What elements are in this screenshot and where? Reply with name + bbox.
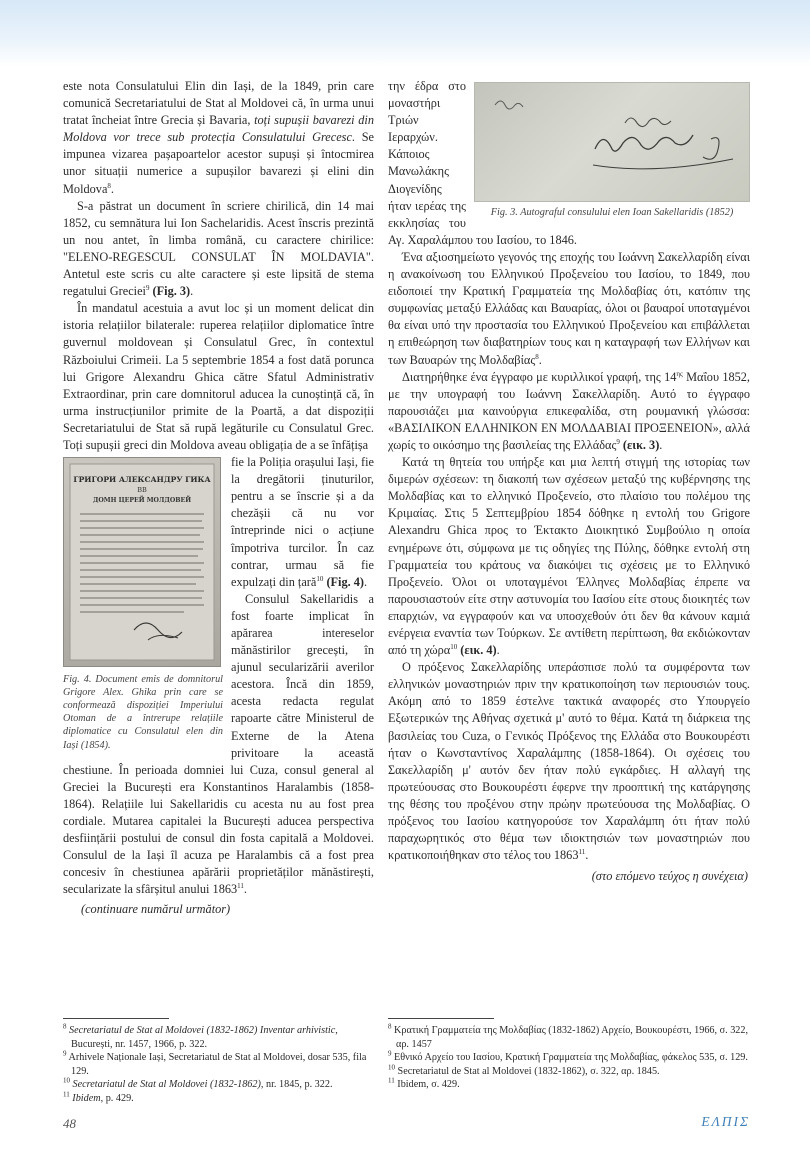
paragraph: Consulul Sakellaridis a fost foarte implicat în apărarea intereselor mănăstirilor grecești, în ajunul secularizării averilor acestora. Încă din 1859, acesta redacta regulat rapoarte către Ministerul de Externe de la Atena privitoare la această chestiune. În perioada domniei lui Cuza, consul general al Greciei la București era Konstantinos Haralambis (1858-1864). Relațiile lui Sakellaridis cu acesta nu au fost prea cordiale. Mutarea capitalei la București aducea perspectiva desființării postului de consul din fosta capitală a Moldovei. Consulul de la Iași îl acuza pe Haralambis că a fost prea concesiv în chestiunea apărării proprietăților mănăstirești, secularizate la sfârșitul anului 1863$^{11}$.: [63, 591, 374, 897]
fig4-caption: Fig. 4. Document emis de domnitorul Grigore Alex. Ghika prin care se conformează dispoziției Imperiului Otoman de a întrerupe relațiile diplomatice cu Consulatul elen din Iași (1854).: [63, 674, 223, 751]
footnote-rule: [388, 1018, 494, 1019]
left-column: [63, 78, 374, 1003]
paragraph: Διατηρήθηκε ένα έγγραφο με κυριλλικοί γραφή, της $14^{\eta\varsigma}$ Μαΐου 1852, με την υπογραφή του Ιωάννη Σακελλαρίδη. Αυτό το έγγραφο παρουσιάζει μια καινούργια επικεφαλίδα, στη ρουμανική γλώσσα: «ΒΑΣΙΛΙΚΟΝ ΕΛΛΗΝΙΚΟΝ ΕΝ ΜΟΛΔΑΒΙΑΙ ΠΡΟΞΕΝΕΙΟΝ», αλλά χωρίς το οικόσημο της βασιλείας της Ελλάδας$^9$ (εικ. 3).: [388, 369, 750, 452]
paragraph: την έδρα στο μοναστήρι Τριών Ιεραρχών. Κάποιος Μανωλάκης Διογενίδης ήταν ιερέας της εκκλησίας του Αγ. Χαραλάμπου του Ιασίου, το 1846.: [388, 79, 577, 247]
footnotes-right: [388, 1018, 750, 1092]
figure-3: [474, 82, 750, 219]
footnote: $^{11}$ Ibidem, p. 429.: [63, 1090, 134, 1104]
footnote: $^{10}$ Secretariatul de Stat al Moldovei (1832-1862), σ. 322, αρ. 1845.: [388, 1063, 660, 1077]
footnote: $^{11}$ Ibidem, σ. 429.: [388, 1076, 460, 1091]
journal-name: ΕΛΠΙΣ: [701, 1114, 750, 1129]
page-number: 48: [63, 1116, 76, 1131]
fig3-autograph-photo: [474, 82, 750, 202]
fig4-heading-2: ВВ: [137, 486, 147, 495]
right-column: [388, 78, 750, 993]
fig4-document-photo: [63, 457, 221, 667]
fig3-caption: Fig. 3. Autograful consulului elen Ioan Sakellaridis (1852): [490, 207, 734, 218]
header-band: [0, 0, 810, 66]
footnote: $^9$ Arhivele Naționale Iași, Secretariatul de Stat al Moldovei, dosar 535, fila 129.: [63, 1049, 367, 1077]
footnote: $^9$ Εθνικό Αρχείο του Ιασίου, Κρατική Γραμματεία της Μολδαβίας, φάκελος 535, σ. 129.: [388, 1049, 748, 1064]
footnote-rule: [63, 1018, 169, 1019]
footnote: $^8$ Secretariatul de Stat al Moldovei (1832-1862) Inventar arhivistic, București, nr. 1457, 1966, p. 322.: [63, 1022, 338, 1050]
fig4-heading-1: ГРИГОРИ АЛЕКСАНДРУ ГИКА: [73, 475, 211, 485]
paragraph: S-a păstrat un document în scriere chirilică, din 14 mai 1852, cu semnătura lui Ion Sachelaridis. Acest înscris prezintă un nou antet, în limba română, cu caractere chirilice: "ELENO-REGESCUL CONSULAT ÎN MOLDAVIA". Antetul este scris cu alte caractere și este lipsită de stema regatului Greciei$^9$ (Fig. 3).: [63, 198, 374, 299]
footnotes-left: [63, 1018, 374, 1106]
footnote: $^8$ Κρατική Γραμματεία της Μολδαβίας (1832-1862) Αρχείο, Βουκουρέστι, 1966, σ. 322, αρ. 1457: [388, 1022, 749, 1050]
next-issue-note: (στο επόμενο τεύχος η συνέχεια): [591, 869, 748, 884]
footnote: $^{10}$ Secretariatul de Stat al Moldovei (1832-1862), nr. 1845, p. 322.: [63, 1076, 333, 1091]
paragraph: În mandatul acestuia a avut loc și un moment delicat din istoria relațiilor bilaterale: ruperea relațiilor diplomatice între guvernul moldovean și Consulatul Grec, în contextul Războiului Crimeii. La 5 septembrie 1854 a fost dată porunca lui Grigore Alexandru Ghica către Sfatul Administrativ Extraordinar, prin care domnitorul aducea la cunoștință că, în urma instrucțiunilor primite de la Poartă, a dat dispoziții Secretariatului de Stat să rupă legăturile cu Consulatul Grec. Toți supușii greci din Moldova aveau obligația de a se înfățișa: [63, 301, 374, 452]
paragraph: Ο πρόξενος Σακελλαρίδης υπεράσπισε πολύ τα συμφέροντα των ελληνικών μοναστηριών πριν την κρατικοποίηση των περιουσιών τους. Ακόμη από το 1859 έστελνε τακτικά αναφορές στο Υπουργείο Εξωτερικών της Αθήνας σχετικά μ' αυτό το θέμα. Κατά τη διάρκεια της βασιλείας του Cuza, ο Γενικός Πρόξενος της Ελλάδα στο Βουκουρέστι ήταν ο Κωνσταντίνος Χαραλάμπης (1858-1864). Οι σχέσεις του Σακελλαρίδη μ' αυτόν δεν ήταν πολύ εγκάρδιες. Η αλλαγή της πρωτεύουσας στο Βουκουρέστι έφερνε την προοπτική της κατάργησης της θέσης του προξένου στην πρώην πρωτεύουσα της Μολδαβίας. Ο πρόξενος του Ιασίου κατηγορούσε τον Χαραλάμπη ότι ήταν πολύ παραχωρητικός στο θέμα των ιδιοκτησιών των μοναστηριών που κρατικοποιήθηκαν στο τέλος του 1863$^{11}$.: [388, 660, 750, 863]
paragraph: fie la Poliția orașului Iași, fie la dregătorii ținuturilor, pentru a se înscrie și a da chezășii că nu vor întreprinde nici o acțiune împotriva turcilor. În caz contrar, urmau să fie expulzați din țară$^{10}$ (Fig. 4).: [231, 455, 374, 589]
paragraph: este nota Consulatului Elin din Iași, de la 1849, prin care comunică Secretariatului de Stat al Moldovei că, în urma unui tratat încheiat între Grecia și Bavaria, toți supușii bavarezi din Moldova vor trece sub protecția Consulatului Grecesc. Se impunea vizarea pașapoartelor acestor supuși și întocmirea unor situații numerice a supușilor bavarezi și elini din Moldova$^8$.: [63, 79, 374, 196]
fig4-heading-3: ДОМН ЦЕРЕЙ МОЛДОВЕЙ: [92, 497, 192, 505]
figure-4: [63, 457, 223, 752]
continuation-note: (continuare numărul următor): [81, 901, 231, 916]
paragraph: Κατά τη θητεία του υπήρξε και μια λεπτή στιγμή της ιστορίας των διμερών σχέσεων: τη διακοπή των σχέσεων μεταξύ της κυβέρνησης της Μολδαβίας και το ελληνικό Προξενείο, στο πλαίσιο του πολέμου της Κριμαίας. Στις 5 Σεπτεμβρίου 1854 δόθηκε η εντολή του Grigore Alexandru Ghica προς το Έκτακτο Διοικητικό Συμβούλιο η οποία ενημέρωνε ότι, σύμφωνα με τις οδηγίες της Πύλης, δόθηκε εντολή στη Γραμματεία του κράτους να διακόψει τις σχέσεις με το Ελληνικό Προξενείο. Όλοι οι υποταγμένοι Έλληνες Μολδαβίας έπρεπε να παρουσιαστούν είτε στην αστυνομία του Ιασίου είτε στους διοικητές των επαρχιών, να εγγραφούν και να υποσχεθούν ότι δεν θα κάνουν καμιά ενέργεια εναντία των Τούρκων. Σε αντίθετη περίπτωση, θα εκδιώκονταν από τη χώρα$^{10}$ (εικ. 4).: [388, 455, 750, 658]
paragraph: Ένα αξιοσημείωτο γεγονός της εποχής του Ιωάννη Σακελλαρίδη είναι η ανακοίνωση του Ελληνικού Προξενείου του Ιασίου, το 1849, που ειδοποιεί την Κρατική Γραμματεία της Μολδαβίας ότι, κατόπιν της συμφωνίας μεταξύ Ελλάδας και Βαυαρίας, όλοι οι βαυαροί υποταγμένοι θα είναι υπό την προστασία του Ελληνικού Προξενείου και επιβάλλεται η επιθεώρηση των διαβατηρίων τους και η καταγραφή των Ελλήνων και των Βαυαρών της Μολδαβίας$^8$.: [388, 249, 750, 367]
